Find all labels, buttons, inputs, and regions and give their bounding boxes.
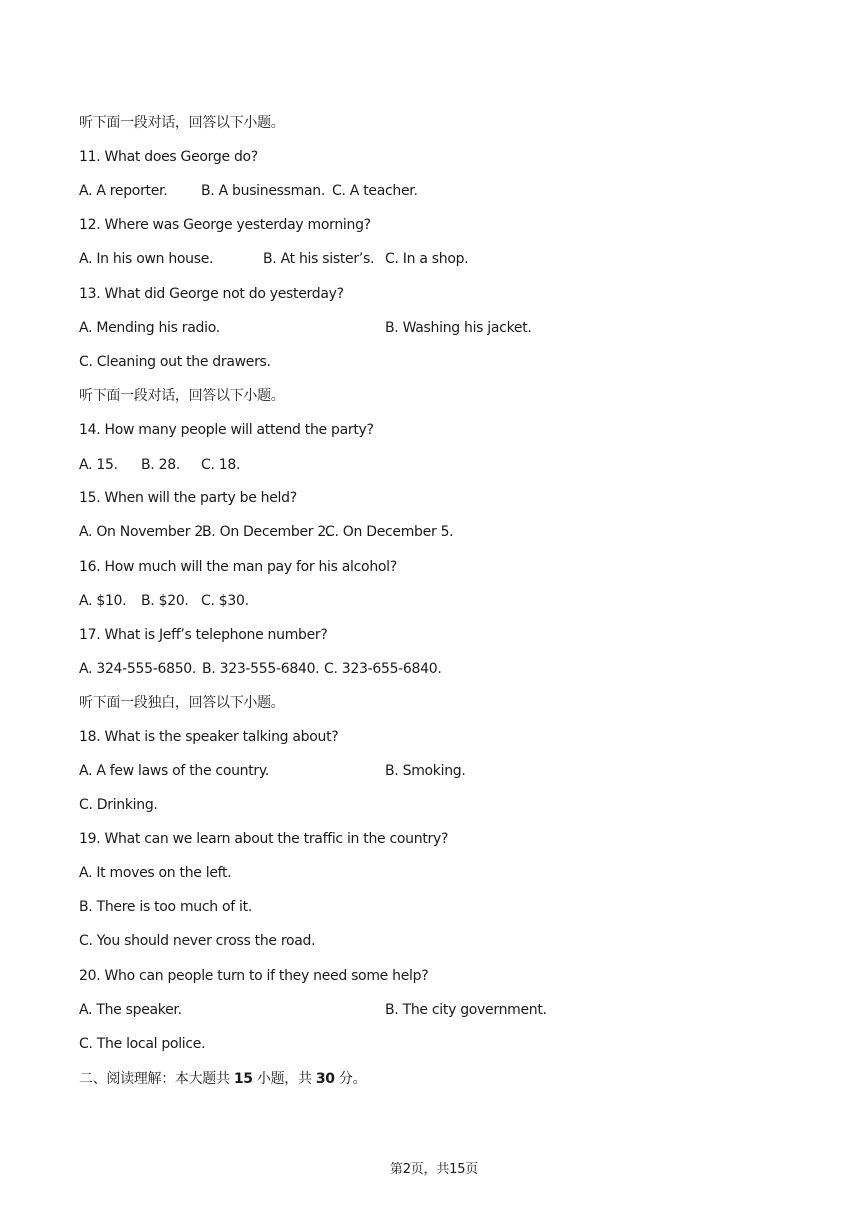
option-c: C. On December 5. xyxy=(325,524,454,540)
options-18-c xyxy=(79,796,158,814)
option-c: C. You should never cross the road. xyxy=(79,933,316,949)
options-18 xyxy=(79,762,466,780)
question-16: 16. How much will the man pay for his alcohol? xyxy=(79,559,397,575)
options-19-b xyxy=(79,898,252,916)
question-18: 18. What is the speaker talking about? xyxy=(79,729,339,745)
page-footer: 第2页，共15页 xyxy=(389,1162,479,1177)
options-14 xyxy=(79,456,240,474)
options-17 xyxy=(79,660,442,678)
option-a: A. The speaker. xyxy=(79,1002,182,1018)
options-20 xyxy=(79,1001,547,1019)
question-13: 13. What did George not do yesterday? xyxy=(79,286,344,302)
option-b: B. Washing his jacket. xyxy=(385,320,532,336)
question-15: 15. When will the party be held? xyxy=(79,490,297,506)
option-c: C. 323-655-6840. xyxy=(324,661,442,677)
option-c: C. In a shop. xyxy=(385,251,469,267)
option-a: A. A reporter. xyxy=(79,183,168,199)
options-15 xyxy=(79,523,453,541)
option-c: C. The local police. xyxy=(79,1036,206,1052)
option-b: B. A businessman. xyxy=(201,183,325,199)
option-b: B. At his sister’s. xyxy=(263,251,375,267)
options-13-c xyxy=(79,353,271,371)
option-c: C. Cleaning out the drawers. xyxy=(79,354,271,370)
option-b: B. Smoking. xyxy=(385,763,466,779)
option-c: C. 18. xyxy=(201,457,241,473)
option-c: C. Drinking. xyxy=(79,797,158,813)
option-b: B. There is too much of it. xyxy=(79,899,252,915)
options-12 xyxy=(79,250,468,268)
option-a: A. 324-555-6850. xyxy=(79,661,197,677)
option-a: A. 15. xyxy=(79,457,118,473)
options-19-a xyxy=(79,864,231,882)
option-b: B. $20. xyxy=(141,593,189,609)
section-instruction-2: 听下面一段对话，回答以下小题。 xyxy=(79,388,285,404)
options-13 xyxy=(79,319,532,337)
question-20: 20. Who can people turn to if they need some help? xyxy=(79,968,429,984)
question-14: 14. How many people will attend the party? xyxy=(79,422,374,438)
section-heading-reading: 二、阅读理解：本大题共 15 小题，共 30 分。 xyxy=(79,1071,367,1087)
option-c: C. $30. xyxy=(201,593,249,609)
question-19: 19. What can we learn about the traffic in the country? xyxy=(79,831,449,847)
options-16 xyxy=(79,592,249,610)
question-11: 11. What does George do? xyxy=(79,149,258,165)
question-12: 12. Where was George yesterday morning? xyxy=(79,217,371,233)
option-b: B. 28. xyxy=(141,457,180,473)
option-a: A. Mending his radio. xyxy=(79,320,220,336)
section-instruction-1: 听下面一段对话，回答以下小题。 xyxy=(79,115,285,131)
section-instruction-3: 听下面一段独白，回答以下小题。 xyxy=(79,695,285,711)
option-a: A. In his own house. xyxy=(79,251,214,267)
options-19-c xyxy=(79,932,315,950)
option-b: B. The city government. xyxy=(385,1002,547,1018)
options-11 xyxy=(79,182,418,200)
question-17: 17. What is Jeff’s telephone number? xyxy=(79,627,328,643)
option-a: A. $10. xyxy=(79,593,127,609)
option-a: A. It moves on the left. xyxy=(79,865,232,881)
option-a: A. A few laws of the country. xyxy=(79,763,270,779)
option-b: B. 323-555-6840. xyxy=(202,661,320,677)
option-a: A. On November 2. xyxy=(79,524,208,540)
option-c: C. A teacher. xyxy=(332,183,418,199)
options-20-c xyxy=(79,1035,205,1053)
option-b: B. On December 2. xyxy=(202,524,331,540)
